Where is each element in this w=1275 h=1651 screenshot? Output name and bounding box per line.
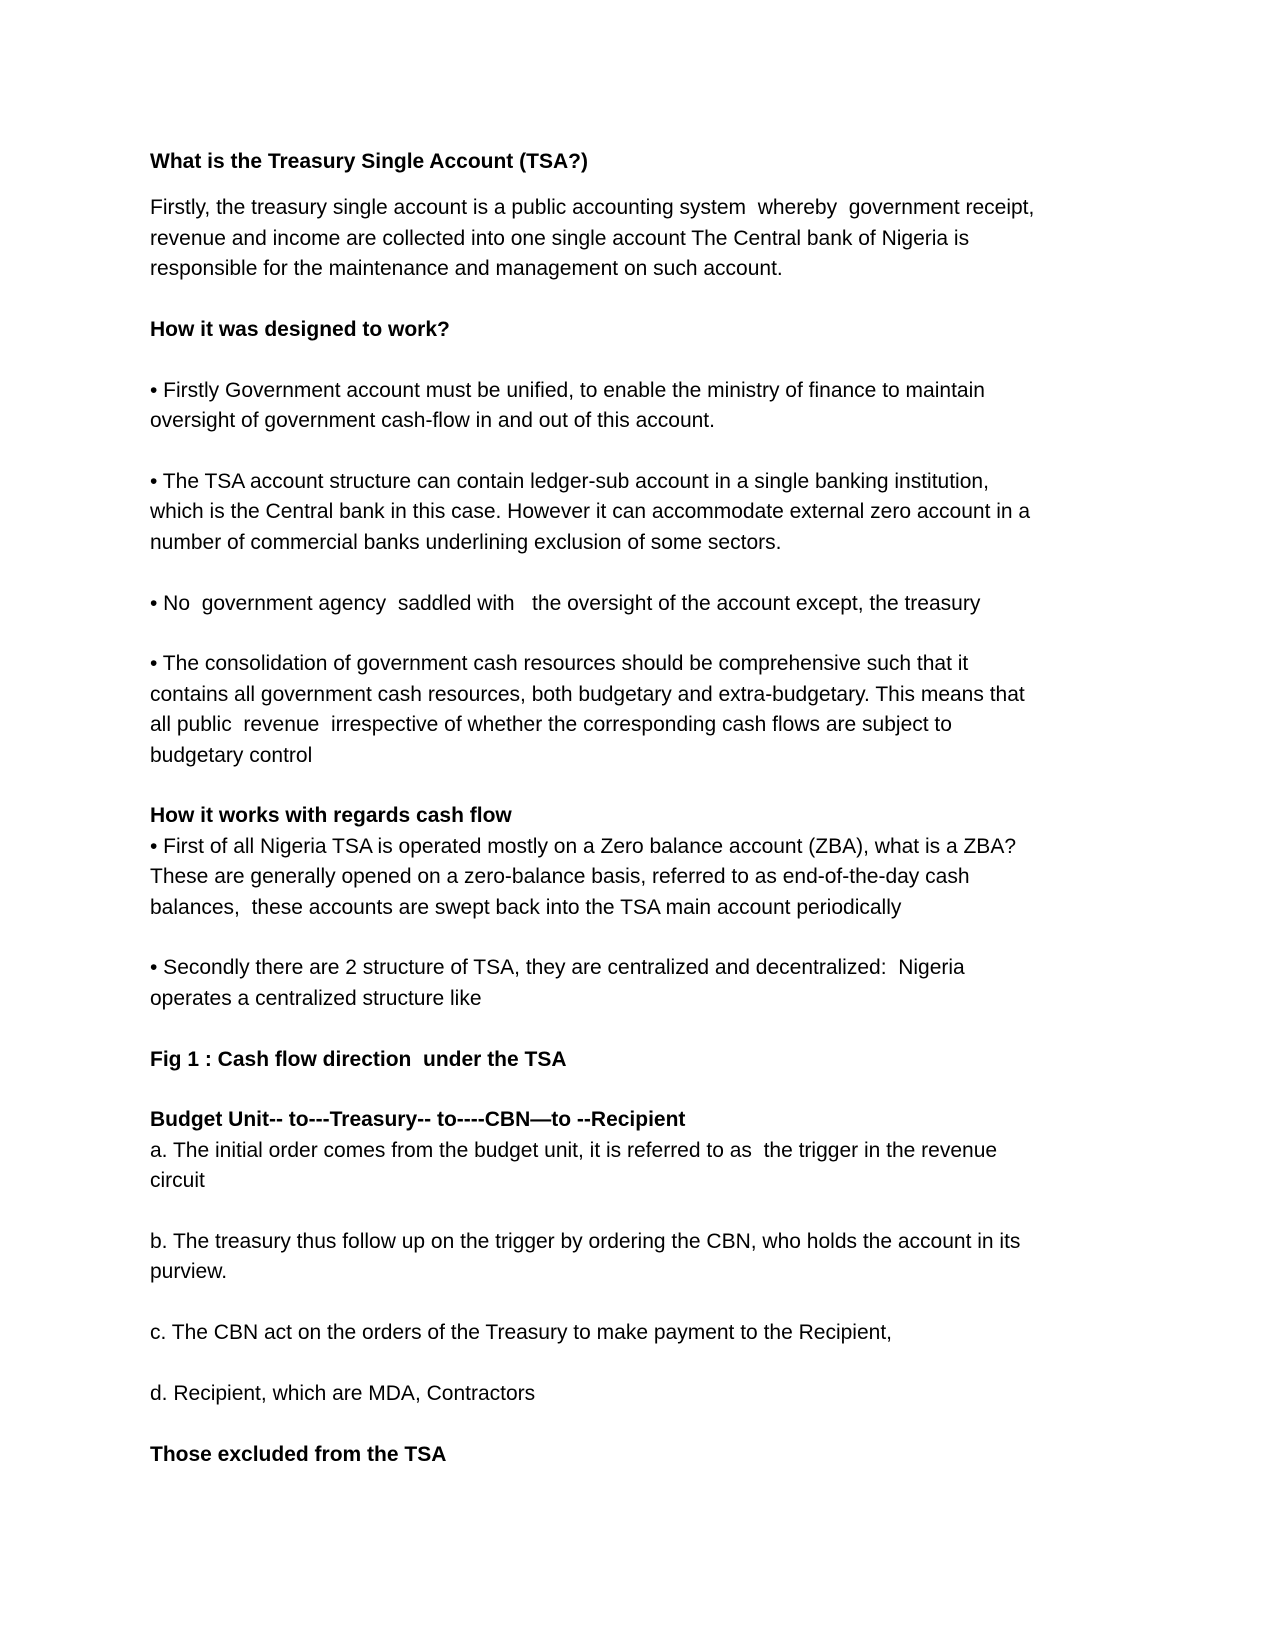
bullet-line: oversight of government cash-flow in and out of this account.	[150, 409, 715, 433]
intro-line: Firstly, the treasury single account is a public accounting system whereby government receipt,	[150, 196, 1035, 220]
bullet-account-structure	[150, 467, 1140, 558]
bullet-oversight	[150, 589, 1140, 619]
bullet-consolidation	[150, 649, 1140, 771]
bullet-line: • The consolidation of government cash resources should be comprehensive such that it	[150, 652, 969, 676]
bullet-unified-account	[150, 376, 1140, 437]
bullet-line: contains all government cash resources, both budgetary and extra-budgetary. This means that	[150, 682, 1025, 706]
intro-line: responsible for the maintenance and management on such account.	[150, 257, 783, 281]
item-line: d. Recipient, which are MDA, Contractors	[150, 1382, 536, 1406]
bullet-line: which is the Central bank in this case. However it can accommodate external zero account in a	[150, 500, 1031, 524]
item-d	[150, 1379, 1140, 1409]
item-line: c. The CBN act on the orders of the Treasury to make payment to the Recipient,	[150, 1321, 892, 1345]
item-line: a. The initial order comes from the budget unit, it is referred to as the trigger in the revenue	[150, 1138, 998, 1162]
item-line: circuit	[150, 1169, 205, 1193]
bullet-line: • No government agency saddled with the oversight of the account except, the treasury	[150, 591, 981, 615]
heading-how-designed: How it was designed to work?	[150, 318, 450, 342]
bullet-line: • Secondly there are 2 structure of TSA, they are centralized and decentralized: Nigeria	[150, 956, 965, 980]
bullet-line: • First of all Nigeria TSA is operated mostly on a Zero balance account (ZBA), what is a ZBA?	[150, 834, 1017, 858]
item-b	[150, 1227, 1140, 1288]
bullet-structure	[150, 953, 1140, 1014]
bullet-line: all public revenue irrespective of whether the corresponding cash flows are subject to	[150, 713, 952, 737]
heading-cash-flow: How it works with regards cash flow	[150, 804, 512, 828]
bullet-line: These are generally opened on a zero-balance basis, referred to as end-of-the-day cash	[150, 865, 970, 889]
bullet-line: number of commercial banks underlining exclusion of some sectors.	[150, 530, 782, 554]
bullet-line: • The TSA account structure can contain ledger-sub account in a single banking institution,	[150, 470, 989, 494]
bullet-line: • Firstly Government account must be unified, to enable the ministry of finance to maintain	[150, 378, 985, 402]
heading-what-is-tsa: What is the Treasury Single Account (TSA?)	[150, 150, 588, 173]
bullet-zba	[150, 832, 1140, 923]
flow-heading: Budget Unit-- to---Treasury-- to----CBN—to --Recipient	[150, 1108, 686, 1132]
bullet-line: operates a centralized structure like	[150, 986, 482, 1010]
bullet-line: budgetary control	[150, 743, 313, 767]
heading-excluded: Those excluded from the TSA	[150, 1442, 447, 1466]
item-line: purview.	[150, 1260, 228, 1284]
figure-caption: Fig 1 : Cash flow direction under the TSA	[150, 1047, 567, 1071]
document-body	[150, 147, 1140, 1470]
intro-paragraph	[150, 193, 1140, 284]
item-line: b. The treasury thus follow up on the trigger by ordering the CBN, who holds the account in its	[150, 1230, 1021, 1254]
intro-line: revenue and income are collected into one single account The Central bank of Nigeria is	[150, 226, 970, 250]
bullet-line: balances, these accounts are swept back into the TSA main account periodically	[150, 895, 902, 919]
item-a	[150, 1136, 1140, 1197]
item-c	[150, 1318, 1140, 1348]
